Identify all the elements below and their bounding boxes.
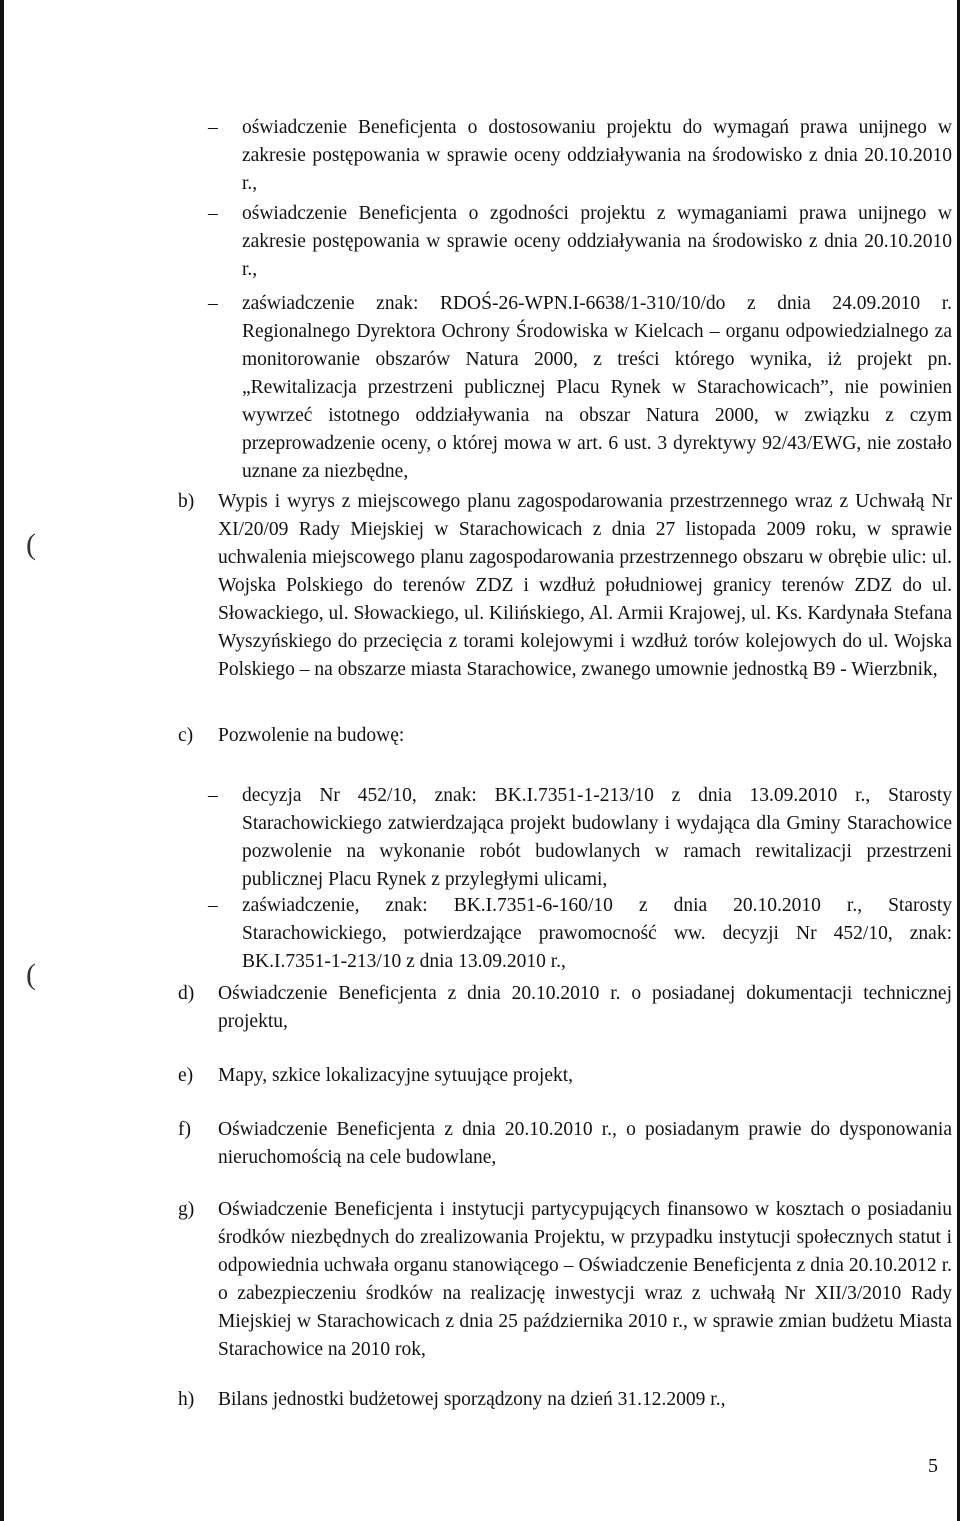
item-d-dokumentacja: Oświadczenie Beneficjenta z dnia 20.10.2010 r. o posiadanej dokumentacji technicznej projektu,	[218, 983, 952, 1032]
bullet-dash: –	[208, 895, 218, 916]
item-g-srodki-finansowe: Oświadczenie Beneficjenta i instytucji partycypujących finansowo w kosztach o posiadaniu środków niezbędnych do zrealizowania Projektu, w przypadku instytucji społecznych statut i odpowiednia uchwała organu stanowiącego – Oświadczenie Beneficjenta z dnia 20.10.2012 r. o zabezpieczeniu środków na realizację inwestycji wraz z uchwałą Nr XII/3/2010 Rady Miejskiej w Starachowicach z dnia 25 października 2010 r., w sprawie zmian budżetu Miasta Starachowice na 2010 rok,	[218, 1199, 952, 1360]
bullet-zaswiadczenie-rdos: zaświadczenie znak: RDOŚ-26-WPN.I-6638/1-310/10/do z dnia 24.09.2010 r. Regionalnego Dyrektora Ochrony Środowiska w Kielcach – organu odpowiedzialnego za monitorowanie obszarów Natura 2000, z treści którego wynika, iż projekt pn. „Rewitalizacja przestrzeni publicznej Placu Rynek w Starachowicach”, nie powinien wywrzeć istotnego oddziaływania na obszar Natura 2000, w związku z czym przeprowadzenie oceny, o której mowa w art. 6 ust. 3 dyrektywy 92/43/EWG, nie zostało uznane za niezbędne,	[242, 293, 952, 482]
item-c-pozwolenie: Pozwolenie na budowę:	[218, 725, 405, 746]
item-marker-d: d)	[178, 983, 195, 1004]
item-f-prawo-nieruchomosc: Oświadczenie Beneficjenta z dnia 20.10.2010 r., o posiadanym prawie do dysponowania nieruchomością na cele budowlane,	[218, 1119, 952, 1168]
item-marker-g: g)	[178, 1199, 195, 1220]
margin-punch-mark: (	[26, 958, 36, 991]
margin-punch-mark: (	[26, 528, 36, 561]
item-marker-h: h)	[178, 1389, 195, 1410]
item-e-mapy: Mapy, szkice lokalizacyjne sytuujące projekt,	[218, 1065, 574, 1086]
item-h-bilans: Bilans jednostki budżetowej sporządzony na dzień 31.12.2009 r.,	[218, 1389, 726, 1410]
item-b-wypis-wyrys: Wypis i wyrys z miejscowego planu zagospodarowania przestrzennego wraz z Uchwałą Nr XI/20/09 Rady Miejskiej w Starachowicach z dnia 27 listopada 2009 roku, w sprawie uchwalenia miejscowego planu zagospodarowania przestrzennego obszaru w obrębie ulic: ul. Wojska Polskiego do terenów ZDZ i wzdłuż południowej granicy terenów ZDZ do ul. Słowackiego, ul. Słowackiego, ul. Kilińskiego, Al. Armii Krajowej, ul. Ks. Kardynała Stefana Wyszyńskiego do przecięcia z torami kolejowymi i wzdłuż torów kolejowych do ul. Wojska Polskiego – na obszarze miasta Starachowice, zwanego umownie jednostką B9 - Wierzbnik,	[218, 491, 952, 680]
page-number: 5	[928, 1455, 938, 1477]
bullet-decyzja: decyzja Nr 452/10, znak: BK.I.7351-1-213/10 z dnia 13.09.2010 r., Starosty Starachowickiego zatwierdzająca projekt budowlany i wydająca dla Gminy Starachowice pozwolenie na wykonanie robót budowlanych w ramach rewitalizacji przestrzeni publicznej Placu Rynek z przyległymi ulicami,	[242, 785, 952, 890]
item-marker-b: b)	[178, 491, 195, 512]
bullet-dash: –	[208, 117, 218, 138]
bullet-dash: –	[208, 293, 218, 314]
bullet-zaswiadczenie-prawomocnosc: zaświadczenie, znak: BK.I.7351-6-160/10 z dnia 20.10.2010 r., Starosty Starachowickiego, potwierdzające prawomocność ww. decyzji Nr 452/10, znak: BK.I.7351-1-213/10 z dnia 13.09.2010 r.,	[242, 895, 952, 972]
item-marker-f: f)	[178, 1119, 191, 1140]
bullet-dash: –	[208, 785, 218, 806]
bullet-oswiadczenie-dostosowanie: oświadczenie Beneficjenta o dostosowaniu projektu do wymagań prawa unijnego w zakresie postępowania w sprawie oceny oddziaływania na środowisko z dnia 20.10.2010 r.,	[242, 117, 952, 194]
bullet-oswiadczenie-zgodnosc: oświadczenie Beneficjenta o zgodności projektu z wymaganiami prawa unijnego w zakresie postępowania w sprawie oceny oddziaływania na środowisko z dnia 20.10.2010 r.,	[242, 203, 952, 280]
item-marker-c: c)	[178, 725, 194, 746]
bullet-dash: –	[208, 203, 218, 224]
item-marker-e: e)	[178, 1065, 194, 1086]
scan-left-edge	[0, 0, 4, 1521]
